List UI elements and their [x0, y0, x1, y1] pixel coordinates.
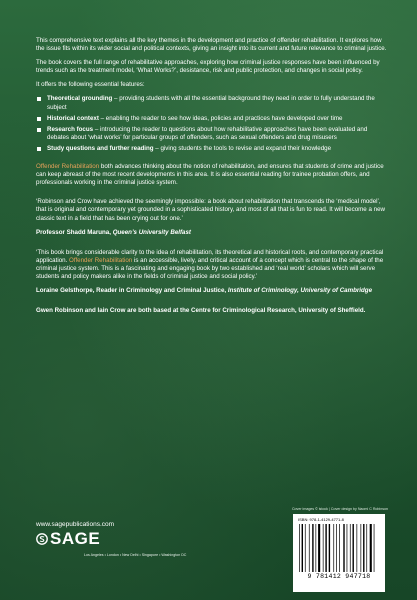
reviewer-affiliation: Queen’s University Belfast — [112, 228, 191, 236]
reviewer-name: Professor Shadd Maruna, — [36, 228, 113, 236]
publisher-block — [36, 521, 236, 548]
feature-item — [36, 145, 388, 153]
summary-paragraph — [36, 163, 388, 187]
feature-text: – providing students with all the essential background they need in order to fully understand the subject — [47, 95, 375, 111]
sage-logo-icon — [36, 533, 48, 545]
intro-paragraph-3: It offers the following essential features: — [36, 81, 145, 89]
cover-text — [36, 37, 388, 321]
barcode-icon — [298, 524, 378, 572]
review-quote-2 — [36, 249, 388, 281]
reviewer-name: Loraine Gelsthorpe, Reader in Criminology and Criminal Justice, — [36, 287, 228, 295]
publisher-cities: Los Angeles • London • New Delhi • Singapore • Washington DC — [84, 553, 187, 557]
cover-credits: Cover images © istock | Cover design by Naomi C Robinson — [291, 507, 388, 511]
feature-text: – introducing the reader to questions about how rehabilitative approaches have been evaluated and debates about ‘what works’ for particular groups of offenders, such as sexual offenders and drug misusers — [47, 125, 368, 141]
publisher-url[interactable]: www.sagepublications.com — [36, 521, 115, 528]
feature-item — [36, 115, 388, 123]
features-list — [36, 95, 388, 153]
summary-text: both advances thinking about the notion of rehabilitation, and ensures that students of crime and justice can keep abreast of the most recent developments in this area. It is also essential reading for trainee probation offers, and professionals working in the criminal justice system. — [36, 163, 384, 187]
review-quote-1: ‘Robinson and Crow have achieved the seemingly impossible: a book about rehabilitation that transcends the ‘medical model’, that is original and contemporary yet grounded in a sophisticated history, and most of all that is fun to read. It will become a new classic text in a field that has been crying out for one.’ — [36, 198, 385, 222]
feature-title: Theoretical grounding — [47, 95, 113, 103]
feature-item — [36, 126, 388, 142]
book-title: Offender Rehabilitation — [69, 256, 133, 264]
quote-text-before: ‘This book brings considerable clarity to the idea of rehabilitation, its theoretical and historical roots, and contemporary practical application. — [36, 248, 384, 264]
feature-title: Study questions and further reading — [47, 144, 154, 152]
author-bio: Gwen Robinson and Iain Crow are both based at the Centre for Criminological Research, University of Sheffield. — [36, 307, 366, 315]
feature-text: – enabling the reader to see how ideas, policies and practices have developed over time — [98, 114, 343, 122]
book-title: Offender Rehabilitation — [36, 163, 100, 171]
barcode-block — [293, 514, 385, 592]
publisher-name: SAGE — [50, 529, 101, 548]
reviewer-affiliation: Institute of Criminology, University of Cambridge — [227, 287, 373, 295]
barcode-number: 9 781412 947718 — [307, 573, 371, 580]
feature-item — [36, 95, 388, 111]
publisher-logo — [36, 530, 236, 548]
feature-title: Research focus — [47, 125, 94, 133]
feature-title: Historical context — [47, 114, 99, 122]
quote-text-after: is an accessible, lively, and critical account of a concept which is central to the shape of the criminal justice system. This is a fascinating and engaging book by two established and ‘real world’ scholars which will serve students and policy makers alike in the fields of criminal justice and social policy.’ — [36, 256, 384, 280]
isbn-label: ISBN: 978-1-4129-4771-8 — [298, 517, 344, 522]
review-attribution-1 — [36, 229, 388, 237]
intro-paragraph-2: The book covers the full range of rehabilitative approaches, exploring how criminal justice responses have been influenced by trends such as the treatment model, ‘What Works?’, desistance, risk and public protection, and changes in social policy. — [36, 59, 380, 75]
review-attribution-2 — [36, 287, 388, 295]
intro-paragraph-1: This comprehensive text explains all the key themes in the development and practice of offender rehabilitation. It explores how the issue fits within its wider social and political contexts, giving an insight into its current and future relevance to criminal justice. — [36, 37, 387, 53]
feature-text: – giving students the tools to revise and expand their knowledge — [153, 144, 332, 152]
